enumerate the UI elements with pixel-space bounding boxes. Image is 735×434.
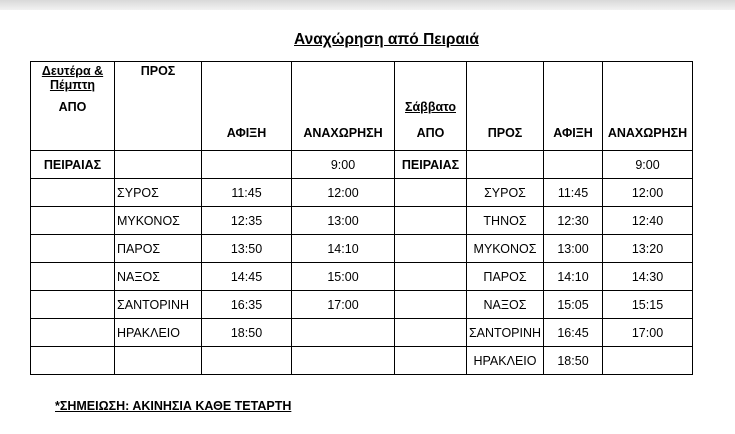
right-arrival-cell: 14:10	[544, 263, 603, 291]
schedule-note: *ΣΗΜΕΙΩΣΗ: ΑΚΙΝΗΣΙΑ ΚΑΘΕ ΤΕΤΑΡΤΗ	[55, 399, 292, 413]
left-arrival-cell: 13:50	[202, 235, 292, 263]
left-departure-cell: 15:00	[292, 263, 395, 291]
right-days-header	[395, 62, 467, 151]
left-departure-cell: 14:10	[292, 235, 395, 263]
left-arrival-cell: 11:45	[202, 179, 292, 207]
left-to-header: ΠΡΟΣ	[115, 62, 202, 151]
left-arrival-cell: 12:35	[202, 207, 292, 235]
right-from-header: ΑΠΟ	[416, 126, 445, 140]
table-row	[31, 179, 693, 207]
right-origin-cell: ΠΕΙΡΑΙΑΣ	[395, 151, 467, 179]
left-from-cell	[31, 207, 115, 235]
left-arrival-cell: 18:50	[202, 319, 292, 347]
page-title: Αναχώρηση από Πειραιά	[294, 31, 479, 48]
right-departure-cell: 12:00	[603, 179, 693, 207]
table-row	[31, 347, 693, 375]
right-from-cell	[395, 291, 467, 319]
left-from-cell	[31, 179, 115, 207]
left-port-cell: ΠΑΡΟΣ	[115, 235, 202, 263]
right-port-cell: ΤΗΝΟΣ	[467, 207, 544, 235]
left-origin-departure-cell: 9:00	[292, 151, 395, 179]
window-top-bar	[0, 0, 735, 10]
right-arrival-cell	[544, 151, 603, 179]
left-port-cell: ΜΥΚΟΝΟΣ	[115, 207, 202, 235]
left-from-cell	[31, 235, 115, 263]
left-arrival-cell: 16:35	[202, 291, 292, 319]
right-port-cell: ΗΡΑΚΛΕΙΟ	[467, 347, 544, 375]
left-departure-cell: 13:00	[292, 207, 395, 235]
left-from-cell	[31, 263, 115, 291]
right-port-cell: ΜΥΚΟΝΟΣ	[467, 235, 544, 263]
right-days-label: Σάββατο	[405, 100, 456, 114]
left-departure-cell	[292, 319, 395, 347]
left-port-cell: ΝΑΞΟΣ	[115, 263, 202, 291]
left-from-cell	[31, 319, 115, 347]
left-port-cell	[115, 347, 202, 375]
right-departure-cell: 17:00	[603, 319, 693, 347]
table-row	[31, 319, 693, 347]
right-departure-header: ΑΝΑΧΩΡΗΣΗ	[603, 62, 693, 151]
right-port-cell	[467, 151, 544, 179]
left-departure-cell	[292, 347, 395, 375]
left-from-cell	[31, 291, 115, 319]
right-arrival-cell: 13:00	[544, 235, 603, 263]
right-departure-cell	[603, 347, 693, 375]
right-from-cell	[395, 179, 467, 207]
left-departure-cell: 17:00	[292, 291, 395, 319]
right-port-cell: ΠΑΡΟΣ	[467, 263, 544, 291]
left-departure-cell: 12:00	[292, 179, 395, 207]
right-port-cell: ΣΥΡΟΣ	[467, 179, 544, 207]
table-row	[31, 291, 693, 319]
left-arrival-cell: 14:45	[202, 263, 292, 291]
right-departure-cell: 12:40	[603, 207, 693, 235]
table-row	[31, 151, 693, 179]
left-port-cell: ΣΑΝΤΟΡΙΝΗ	[115, 291, 202, 319]
table-row	[31, 207, 693, 235]
right-arrival-cell: 18:50	[544, 347, 603, 375]
header-row	[31, 62, 693, 151]
right-arrival-cell: 16:45	[544, 319, 603, 347]
left-port-cell	[115, 151, 202, 179]
left-arrival-header: ΑΦΙΞΗ	[202, 62, 292, 151]
left-from-cell	[31, 347, 115, 375]
right-port-cell: ΣΑΝΤΟΡΙΝΗ	[467, 319, 544, 347]
left-arrival-cell	[202, 347, 292, 375]
right-port-cell: ΝΑΞΟΣ	[467, 291, 544, 319]
right-from-cell	[395, 207, 467, 235]
table-row	[31, 235, 693, 263]
left-port-cell: ΗΡΑΚΛΕΙΟ	[115, 319, 202, 347]
right-origin-departure-cell: 9:00	[603, 151, 693, 179]
right-departure-cell: 14:30	[603, 263, 693, 291]
right-arrival-cell: 11:45	[544, 179, 603, 207]
left-departure-header: ΑΝΑΧΩΡΗΣΗ	[292, 62, 395, 151]
right-to-header: ΠΡΟΣ	[467, 62, 544, 151]
right-from-cell	[395, 319, 467, 347]
right-departure-cell: 13:20	[603, 235, 693, 263]
left-from-header: ΑΠΟ	[58, 100, 87, 114]
left-days-label: Δευτέρα & Πέμπτη	[41, 64, 104, 92]
right-from-cell	[395, 347, 467, 375]
right-arrival-header: ΑΦΙΞΗ	[544, 62, 603, 151]
table-row	[31, 263, 693, 291]
right-arrival-cell: 15:05	[544, 291, 603, 319]
right-departure-cell: 15:15	[603, 291, 693, 319]
left-port-cell: ΣΥΡΟΣ	[115, 179, 202, 207]
right-arrival-cell: 12:30	[544, 207, 603, 235]
right-from-cell	[395, 235, 467, 263]
left-origin-cell: ΠΕΙΡΑΙΑΣ	[31, 151, 115, 179]
left-days-header	[31, 62, 115, 151]
right-from-cell	[395, 263, 467, 291]
schedule-table	[30, 61, 693, 375]
left-arrival-cell	[202, 151, 292, 179]
